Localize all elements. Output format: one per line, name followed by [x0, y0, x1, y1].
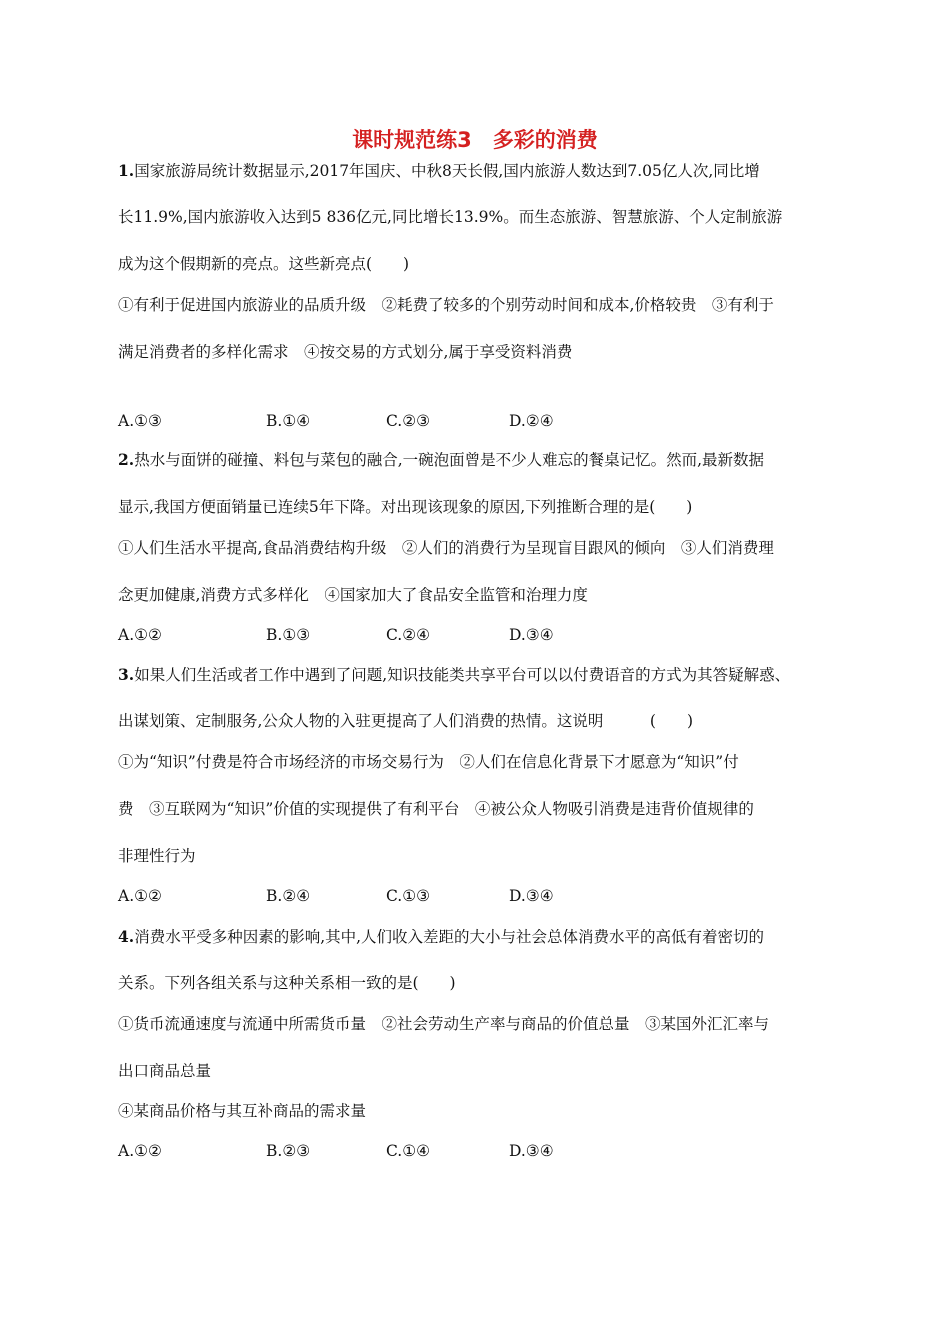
q1-statement-line-2: 满足消费者的多样化需求 ④按交易的方式划分,属于享受资料消费 [118, 343, 573, 361]
q2-number: 2. [118, 450, 135, 469]
q2-stem-line-1: 2.热水与面饼的碰撞、料包与菜包的融合,一碗泡面曾是不少人难忘的餐桌记忆。然而,最新数据 [118, 450, 765, 469]
q1-option-a[interactable]: A.①③ [118, 412, 162, 430]
q3-statement-line-2: 费 ③互联网为“知识”价值的实现提供了有利平台 ④被公众人物吸引消费是违背价值规律的 [118, 800, 754, 818]
q4-option-d[interactable]: D.③④ [509, 1142, 554, 1160]
q4-option-c[interactable]: C.①④ [386, 1142, 431, 1160]
q2-stem-line-2: 显示,我国方便面销量已连续5年下降。对出现该现象的原因,下列推断合理的是( ) [118, 498, 693, 516]
q1-statement-line-1: ①有利于促进国内旅游业的品质升级 ②耗费了较多的个别劳动时间和成本,价格较贵 ③有利于 [118, 296, 774, 314]
q1-stem-line-2: 长11.9%,国内旅游收入达到5 836亿元,同比增长13.9%。而生态旅游、智慧旅游、个人定制旅游 [118, 208, 783, 226]
q1-stem-line-1: 1.国家旅游局统计数据显示,2017年国庆、中秋8天长假,国内旅游人数达到7.05亿人次,同比增 [118, 161, 760, 180]
q4-statement-line-3: ④某商品价格与其互补商品的需求量 [118, 1102, 367, 1120]
page-title: 课时规范练3 多彩的消费 [352, 128, 598, 152]
q1-option-b[interactable]: B.①④ [266, 412, 311, 430]
q2-statement-line-2: 念更加健康,消费方式多样化 ④国家加大了食品安全监管和治理力度 [118, 586, 588, 604]
q4-statement-line-1: ①货币流通速度与流通中所需货币量 ②社会劳动生产率与商品的价值总量 ③某国外汇汇率与 [118, 1015, 770, 1033]
q3-option-d[interactable]: D.③④ [509, 887, 554, 905]
q2-option-b[interactable]: B.①③ [266, 626, 311, 644]
q3-option-b[interactable]: B.②④ [266, 887, 311, 905]
q3-stem-line-1: 3.如果人们生活或者工作中遇到了问题,知识技能类共享平台可以以付费语音的方式为其答疑解惑、 [118, 665, 791, 684]
q4-statement-line-2: 出口商品总量 [118, 1062, 212, 1080]
q3-option-a[interactable]: A.①② [118, 887, 162, 905]
q1-stem-line-3: 成为这个假期新的亮点。这些新亮点( ) [118, 255, 410, 273]
q2-option-d[interactable]: D.③④ [509, 626, 554, 644]
q4-option-b[interactable]: B.②③ [266, 1142, 311, 1160]
q4-option-a[interactable]: A.①② [118, 1142, 162, 1160]
q2-statement-line-1: ①人们生活水平提高,食品消费结构升级 ②人们的消费行为呈现盲目跟风的倾向 ③人们消费理 [118, 539, 774, 557]
q1-option-d[interactable]: D.②④ [509, 412, 554, 430]
q3-number: 3. [118, 665, 135, 684]
q3-option-c[interactable]: C.①③ [386, 887, 431, 905]
q3-statement-line-1: ①为“知识”付费是符合市场经济的市场交易行为 ②人们在信息化背景下才愿意为“知识”付 [118, 753, 739, 771]
q2-option-a[interactable]: A.①② [118, 626, 162, 644]
q4-number: 4. [118, 927, 135, 946]
q1-option-c[interactable]: C.②③ [386, 412, 431, 430]
q1-number: 1. [118, 161, 135, 180]
q3-stem-line-2: 出谋划策、定制服务,公众人物的入驻更提高了人们消费的热情。这说明 ( ) [118, 712, 694, 730]
q4-stem-line-1: 4.消费水平受多种因素的影响,其中,人们收入差距的大小与社会总体消费水平的高低有着密切的 [118, 927, 765, 946]
q2-option-c[interactable]: C.②④ [386, 626, 431, 644]
q3-statement-line-3: 非理性行为 [118, 847, 196, 865]
q4-stem-line-2: 关系。下列各组关系与这种关系相一致的是( ) [118, 974, 456, 992]
